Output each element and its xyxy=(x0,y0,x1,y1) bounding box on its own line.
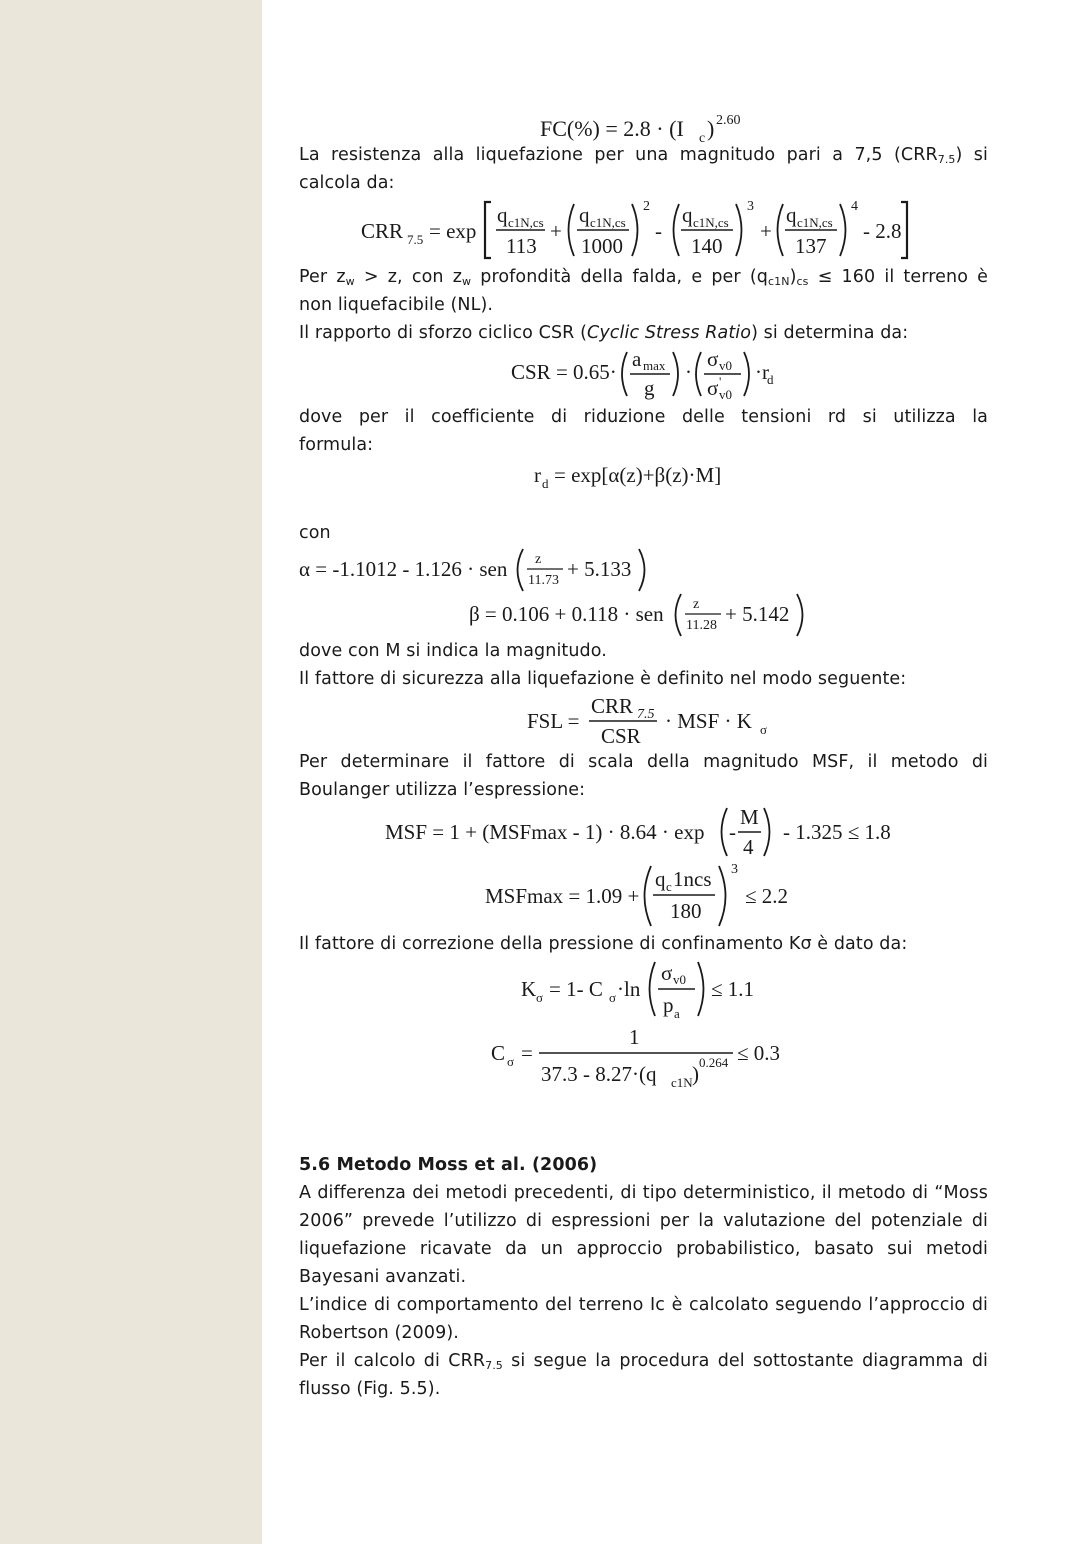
svg-text:d: d xyxy=(767,372,774,387)
svg-text:α = -1.1012 - 1.126 · sen: α = -1.1012 - 1.126 · sen xyxy=(299,557,508,581)
svg-text:FC(%) = 2.8 · (I: FC(%) = 2.8 · (I xyxy=(540,116,684,141)
svg-text:d: d xyxy=(542,476,549,491)
svg-text:3: 3 xyxy=(747,199,754,214)
svg-text:σ: σ xyxy=(609,990,617,1005)
svg-text:C: C xyxy=(491,1041,506,1065)
svg-text:c1N,cs: c1N,cs xyxy=(693,215,729,230)
svg-text:≤ 0.3: ≤ 0.3 xyxy=(737,1041,781,1065)
svg-text:': ' xyxy=(719,374,722,389)
svg-text:z: z xyxy=(535,552,542,567)
svg-text:CSR = 0.65·: CSR = 0.65· xyxy=(511,360,617,384)
paragraph-msf-line2: Boulanger utilizza l’espressione: xyxy=(299,780,586,800)
svg-text:g: g xyxy=(644,376,655,400)
svg-text:137: 137 xyxy=(795,234,827,258)
svg-text:): ) xyxy=(692,1062,699,1086)
svg-text:σ: σ xyxy=(507,1054,515,1069)
svg-text:180: 180 xyxy=(670,899,702,923)
svg-text:c1N,cs: c1N,cs xyxy=(508,215,544,230)
svg-text:c1N,cs: c1N,cs xyxy=(797,215,833,230)
svg-text:q: q xyxy=(682,203,693,227)
equation-fsl xyxy=(527,692,787,750)
svg-text:c1N: c1N xyxy=(671,1075,693,1090)
equation-rd xyxy=(534,458,754,494)
svg-text:11.73: 11.73 xyxy=(528,573,559,588)
svg-text:K: K xyxy=(521,977,537,1001)
svg-text:σ: σ xyxy=(661,961,673,985)
svg-text:σ: σ xyxy=(707,347,719,371)
svg-text:≤ 2.2: ≤ 2.2 xyxy=(745,884,789,908)
equation-beta xyxy=(469,590,819,640)
svg-text:): ) xyxy=(707,116,715,141)
svg-text:≤ 1.1: ≤ 1.1 xyxy=(711,977,755,1001)
svg-text:CRR: CRR xyxy=(591,694,634,718)
svg-text:1000: 1000 xyxy=(581,234,623,258)
svg-text:2.60: 2.60 xyxy=(716,113,741,128)
svg-text:σ: σ xyxy=(760,722,768,737)
paragraph-crr-intro-line2: calcola da: xyxy=(299,173,395,193)
svg-text:+: + xyxy=(760,219,772,243)
paragraph-fsl-intro: Il fattore di sicurezza alla liquefazione è definito nel modo seguente: xyxy=(299,669,907,689)
svg-text:·r: ·r xyxy=(755,360,769,384)
svg-text:CSR: CSR xyxy=(601,724,641,748)
svg-text:+ 5.142: + 5.142 xyxy=(725,602,790,626)
equation-msfmax xyxy=(485,858,805,928)
svg-text:+: + xyxy=(550,219,562,243)
svg-text:3: 3 xyxy=(731,862,738,877)
svg-text:a: a xyxy=(674,1006,680,1021)
paragraph-moss-intro: A differenza dei metodi precedenti, di tipo deterministico, il metodo di “Moss 2006” prevede l’utilizzo di espressioni per la valutazione del potenziale di liquefazione ricavate da un approccio probabilistico, basato sui metodi Bayesani avanzati. xyxy=(299,1183,988,1287)
paragraph-msf-intro: Per determinare il fattore di scala della magnitudo MSF, il metodo di xyxy=(299,752,988,772)
svg-text:p: p xyxy=(663,993,674,1017)
svg-text:· MSF · K: · MSF · K xyxy=(665,709,752,733)
paragraph-magnitudo: dove con M si indica la magnitudo. xyxy=(299,641,607,661)
paragraph-moss-ic: L’indice di comportamento del terreno Ic è calcolato seguendo l’approccio di Robertson (2009). xyxy=(299,1295,988,1343)
svg-text:MSFmax = 1.09 +: MSFmax = 1.09 + xyxy=(485,884,640,908)
equation-crr xyxy=(361,198,921,262)
equation-csr xyxy=(511,346,811,402)
svg-text:FSL =: FSL = xyxy=(527,709,580,733)
svg-text:1ncs: 1ncs xyxy=(673,867,712,891)
equation-msf xyxy=(385,802,895,860)
svg-text:-: - xyxy=(729,820,736,844)
svg-text:c: c xyxy=(666,879,672,894)
equation-ksigma xyxy=(521,958,791,1020)
svg-text:2: 2 xyxy=(643,199,650,214)
svg-text:v0: v0 xyxy=(719,387,732,402)
svg-text:max: max xyxy=(643,358,666,373)
svg-text:7.5: 7.5 xyxy=(407,232,424,247)
paragraph-crr-intro: La resistenza alla liquefazione per una magnitudo pari a 7,5 $(CRR_{7.5})$ si xyxy=(299,145,988,166)
svg-text:=: = xyxy=(521,1041,533,1065)
svg-text:= exp: = exp xyxy=(429,219,477,243)
svg-text:1: 1 xyxy=(629,1025,640,1049)
svg-text:σ: σ xyxy=(707,376,719,400)
equation-fc xyxy=(540,110,740,144)
svg-text:q: q xyxy=(786,203,797,227)
svg-text:v0: v0 xyxy=(719,358,732,373)
paragraph-moss-crr: Per il calcolo di $CRR_{7.5}$ si segue la procedura del sottostante diagramma di flusso (Fig. 5.5). xyxy=(299,1351,988,1399)
svg-text:r: r xyxy=(534,463,541,487)
svg-text:11.28: 11.28 xyxy=(686,618,717,633)
svg-text:M: M xyxy=(740,805,759,829)
svg-text:q: q xyxy=(655,867,666,891)
equation-csigma xyxy=(491,1022,811,1094)
section-heading: 5.6 Metodo Moss et al. (2006) xyxy=(299,1155,598,1175)
equation-alpha xyxy=(299,545,659,595)
svg-text:37.3 - 8.27·(q: 37.3 - 8.27·(q xyxy=(541,1062,657,1086)
svg-text:= 1- C: = 1- C xyxy=(549,977,603,1001)
svg-text:= exp[α(z)+β(z)·M]: = exp[α(z)+β(z)·M] xyxy=(554,463,722,487)
paragraph-con: con xyxy=(299,523,331,543)
svg-text:q: q xyxy=(579,203,590,227)
svg-text:CRR: CRR xyxy=(361,219,404,243)
svg-text:- 2.8: - 2.8 xyxy=(863,219,902,243)
svg-text:113: 113 xyxy=(506,234,537,258)
svg-text:4: 4 xyxy=(743,835,754,859)
paragraph-ksigma-intro: Il fattore di correzione della pressione di confinamento Kσ è dato da: xyxy=(299,934,908,954)
paragraph-csr-intro: Il rapporto di sforzo ciclico CSR (Cyclic Stress Ratio) si determina da: xyxy=(299,323,909,343)
paragraph-zw-condition: Per $z_w > z$, con $z_w$ profondità della falda, e per $(q_{c1N})_{cs} \le 160$ il terreno è xyxy=(299,267,989,288)
svg-text:σ: σ xyxy=(536,990,544,1005)
svg-text:v0: v0 xyxy=(673,972,686,987)
svg-text:MSF = 1 + (MSFmax - 1) · 8.64: MSF = 1 + (MSFmax - 1) · 8.64 · exp xyxy=(385,820,705,844)
svg-text:a: a xyxy=(632,347,642,371)
svg-text:- 1.325 ≤ 1.8: - 1.325 ≤ 1.8 xyxy=(783,820,891,844)
svg-text:·: · xyxy=(685,360,692,384)
svg-text:c1N,cs: c1N,cs xyxy=(590,215,626,230)
svg-text:z: z xyxy=(693,597,700,612)
paragraph-rd-intro: dove per il coefficiente di riduzione delle tensioni rd si utilizza la xyxy=(299,407,988,427)
svg-text:·ln: ·ln xyxy=(617,977,641,1001)
document-page xyxy=(299,0,988,1544)
svg-text:+ 5.133: + 5.133 xyxy=(567,557,632,581)
svg-text:q: q xyxy=(497,203,508,227)
svg-text:7.5: 7.5 xyxy=(637,707,655,722)
svg-text:0.264: 0.264 xyxy=(699,1055,729,1070)
svg-text:-: - xyxy=(655,219,662,243)
svg-text:140: 140 xyxy=(691,234,723,258)
page-margin-sidebar xyxy=(0,0,262,1544)
svg-text:c: c xyxy=(699,131,706,146)
paragraph-rd-line2: formula: xyxy=(299,435,374,455)
svg-text:4: 4 xyxy=(851,199,858,214)
svg-text:β = 0.106 + 0.118 · sen: β = 0.106 + 0.118 · sen xyxy=(469,602,664,626)
paragraph-zw-line2: non liquefacibile (NL). xyxy=(299,295,494,315)
